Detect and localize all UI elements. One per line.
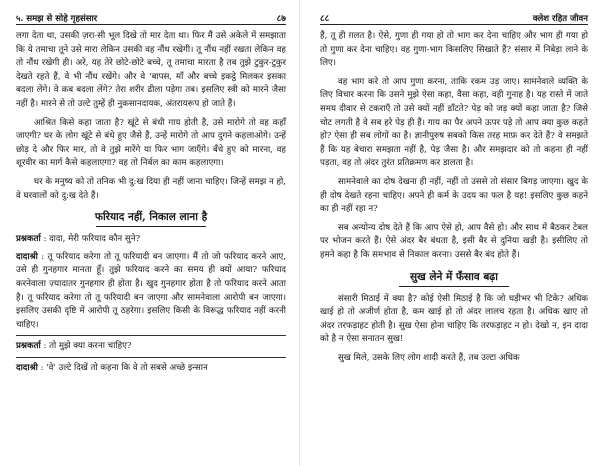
answer-2-text: : 'वे' उल्टे दिखें तो कहना कि वे तो सबसे अच्छे इन्सान [40, 362, 208, 373]
right-paragraph-3: सामनेवाले का दोष देखना ही नहीं, नहीं तो उससे तो संसार बिगड़ जाएगा। खुद के ही दोष देखते रहना चाहिए। अपने ही कर्म के उदय का फल है यह! इसलिए कुछ कहने का ही नहीं रहा न? [320, 176, 588, 215]
left-section-heading-text: फरियाद नहीं, निकाल लाना है [94, 211, 208, 224]
dialog-answer-2 [16, 362, 286, 376]
right-running-head [320, 0, 588, 25]
right-running-head-title: क्लेश रहित जीवन [532, 14, 588, 24]
right-section-heading-text: सुख लेने में फँसाव बढ़ा [410, 270, 498, 283]
dialog-divider [16, 335, 286, 336]
dialog-question-1 [16, 233, 286, 247]
left-running-head-title: ५. समझ से सोहे गृहसंसार [16, 14, 98, 24]
right-page-number: ८८ [320, 14, 330, 24]
right-paragraph-6: सुख मिले, उसके लिए लोग शादी करते हैं, तब उल्टा अधिक [338, 352, 520, 363]
speaker-dadashri: दादाश्री [16, 362, 38, 373]
left-paragraph-1: लगा देता था, उसकी ज़रा-सी भूल दिखे तो मार देता था। फिर मैं उसे अकेले में समझाता कि ये तमाचा तूने उसे मारा लेकिन उसकी वह नौंध रखेगी। तू नौंध नहीं रखता लेकिन वह तो नौंध रखेगी ही। अरे, यह तेरे छोटे-छोटे बच्चे, तू तमाचा मारता है तब तुझे टुकुर-टुकुर देखते रहते हैं, वे भी नौंध रखेंगे। और वे 'बापस, माँ और बच्चे इकट्ठे मिलकर इसका बदला लेंगे। वे कब बदला लेंगे? तेरा शरीर ढीला पड़ेगा तब। इसलिए स्त्री को मारने जैसा नहीं है। मारने से तो उल्टे तुम्हें ही नुकसानदायक, अंतरायरूप हो जाते हैं। [16, 31, 286, 109]
right-page [300, 0, 600, 466]
left-page-number: ८७ [276, 14, 286, 24]
right-paragraph-1: हैं, तू ही ग़लत है। ऐसे, गुणा ही गया हो तो भाग कर देना चाहिए और भाग ही गया हो तो गुणा कर देना चाहिए। वह गुणा-भाग किसलिए सिखाते हैं? संसार में निबेड़ा लाने के लिए। [320, 31, 588, 69]
speaker-questioner: प्रश्नकर्ता [16, 341, 41, 352]
dialog-question-2 [16, 340, 286, 354]
dialog-divider [16, 357, 286, 358]
question-2-text: : तो मुझे क्या करना चाहिए? [43, 341, 132, 352]
right-paragraph-2: वह भाग करे तो आप गुणा करना, ताकि रकम उड़ जाए। सामनेवाले व्यक्ति के लिए विचार करना कि उसने मुझे ऐसा कहा, वैसा कहा, वही गुनाह है। यह रास्ते में जाते समय दीवार से टकराएँ तो उसे क्यों नहीं डाँटते? पेड़ को जड़ क्यों कहा जाता है? जिसे चोट लगती है वे सब हरे पेड़ ही हैं। गाय का पैर अपने ऊपर पड़े तो आप क्या कुछ कहते हो? ऐसा ही सब लोगों का है। ज्ञानीपुरुष सबको किस तरह माफ़ कर देते हैं? वे समझते हैं कि यह बेचारा समझता नहीं है, पेड़ जैसा है। और समझदार को तो कहना ही नहीं पड़ता, वह तो अंदर तुरंत प्रतिक्रमण कर डालता है। [320, 76, 588, 169]
heading-underline [96, 226, 206, 227]
left-running-head [16, 0, 286, 25]
dialog-answer-1 [16, 251, 286, 333]
right-section-heading [320, 270, 588, 287]
answer-1-text: : तू फरियाद करेगा तो तू फरियादी बन जाएगा। मैं तो जो फरियाद करने आए, उसे ही गुनहगार मानता हूँ। तुझे फरियाद करने का समय ही क्यों आया? फरियाद करनेवाला ज़्यादातर गुनहगार ही होता है। खुद गुनहगार होता है तो फरियाद करने आता है। तू फरियाद करेगा तो तू फरियादी बन जाएगा और सामनेवाला आरोपी बन जाएगा। इसलिए उसकी दृष्टि में आरोपी तू ठहरेगा। इसलिए किसी के विरूद्ध फरियाद नहीं करनी चाहिए। [16, 251, 286, 330]
left-paragraph-3: घर के मनुष्य को तो तनिक भी दु:ख दिया ही नहीं जाना चाहिए। जिन्हें समझ न हो, वे घरवालों को दु:ख देते हैं। [16, 176, 286, 201]
speaker-dadashri: दादाश्री [16, 251, 38, 262]
right-paragraph-5: संसारी मिठाई में क्या है? कोई ऐसी मिठाई है कि जो घड़ीभर भी टिके? अधिक खाई हो तो अजीर्ण होता है, कम खाई हो तो अंदर लालच रहता है। अधिक खाए तो अंदर तरफड़ाहट होती है। सुख ऐसा होना चाहिए कि तरफड़ाहट न हो। देखो न, इन दादा को है न ऐसा सनातन सुख! [320, 293, 588, 345]
speaker-questioner: प्रश्नकर्ता [16, 234, 41, 245]
left-paragraph-2: आश्रित किसे कहा जाता है? खूंटे से बंधी गाय होती है, उसे मारोगे तो वह कहाँ जाएगी? घर के लोग खूंटे से बंधे हुए जैसे हैं, उन्हें मारोगे तो आप दुगने कहलाओगे। उन्हें छोड़ दे और फिर मार, तो वे तुझे मारेंगे या फिर भाग जाएँगे। बँधे हुए को मारना, वह शूरवीर का मार्ग कैसे कहलाएगा? वह तो निर्बल का काम कहलाएगा। [16, 117, 286, 169]
left-section-heading [16, 210, 286, 227]
question-1-text: : दादा, मेरी फरियाद कौन सुने? [43, 234, 141, 245]
right-paragraph-4: सब अन्योन्य दोष देते हैं कि आप ऐसे हो, आप वैसे हो। और साथ में बैठकर टेबल पर भोजन करते हैं। ऐसे अंदर बैर बंधता है, इसी बैर से दुनिया खड़ी है। इसीलिए तो हमने कहा है कि समभाव से निकाल करना। उससे बैर बंद होते हैं। [320, 222, 588, 260]
heading-underline [399, 286, 509, 287]
